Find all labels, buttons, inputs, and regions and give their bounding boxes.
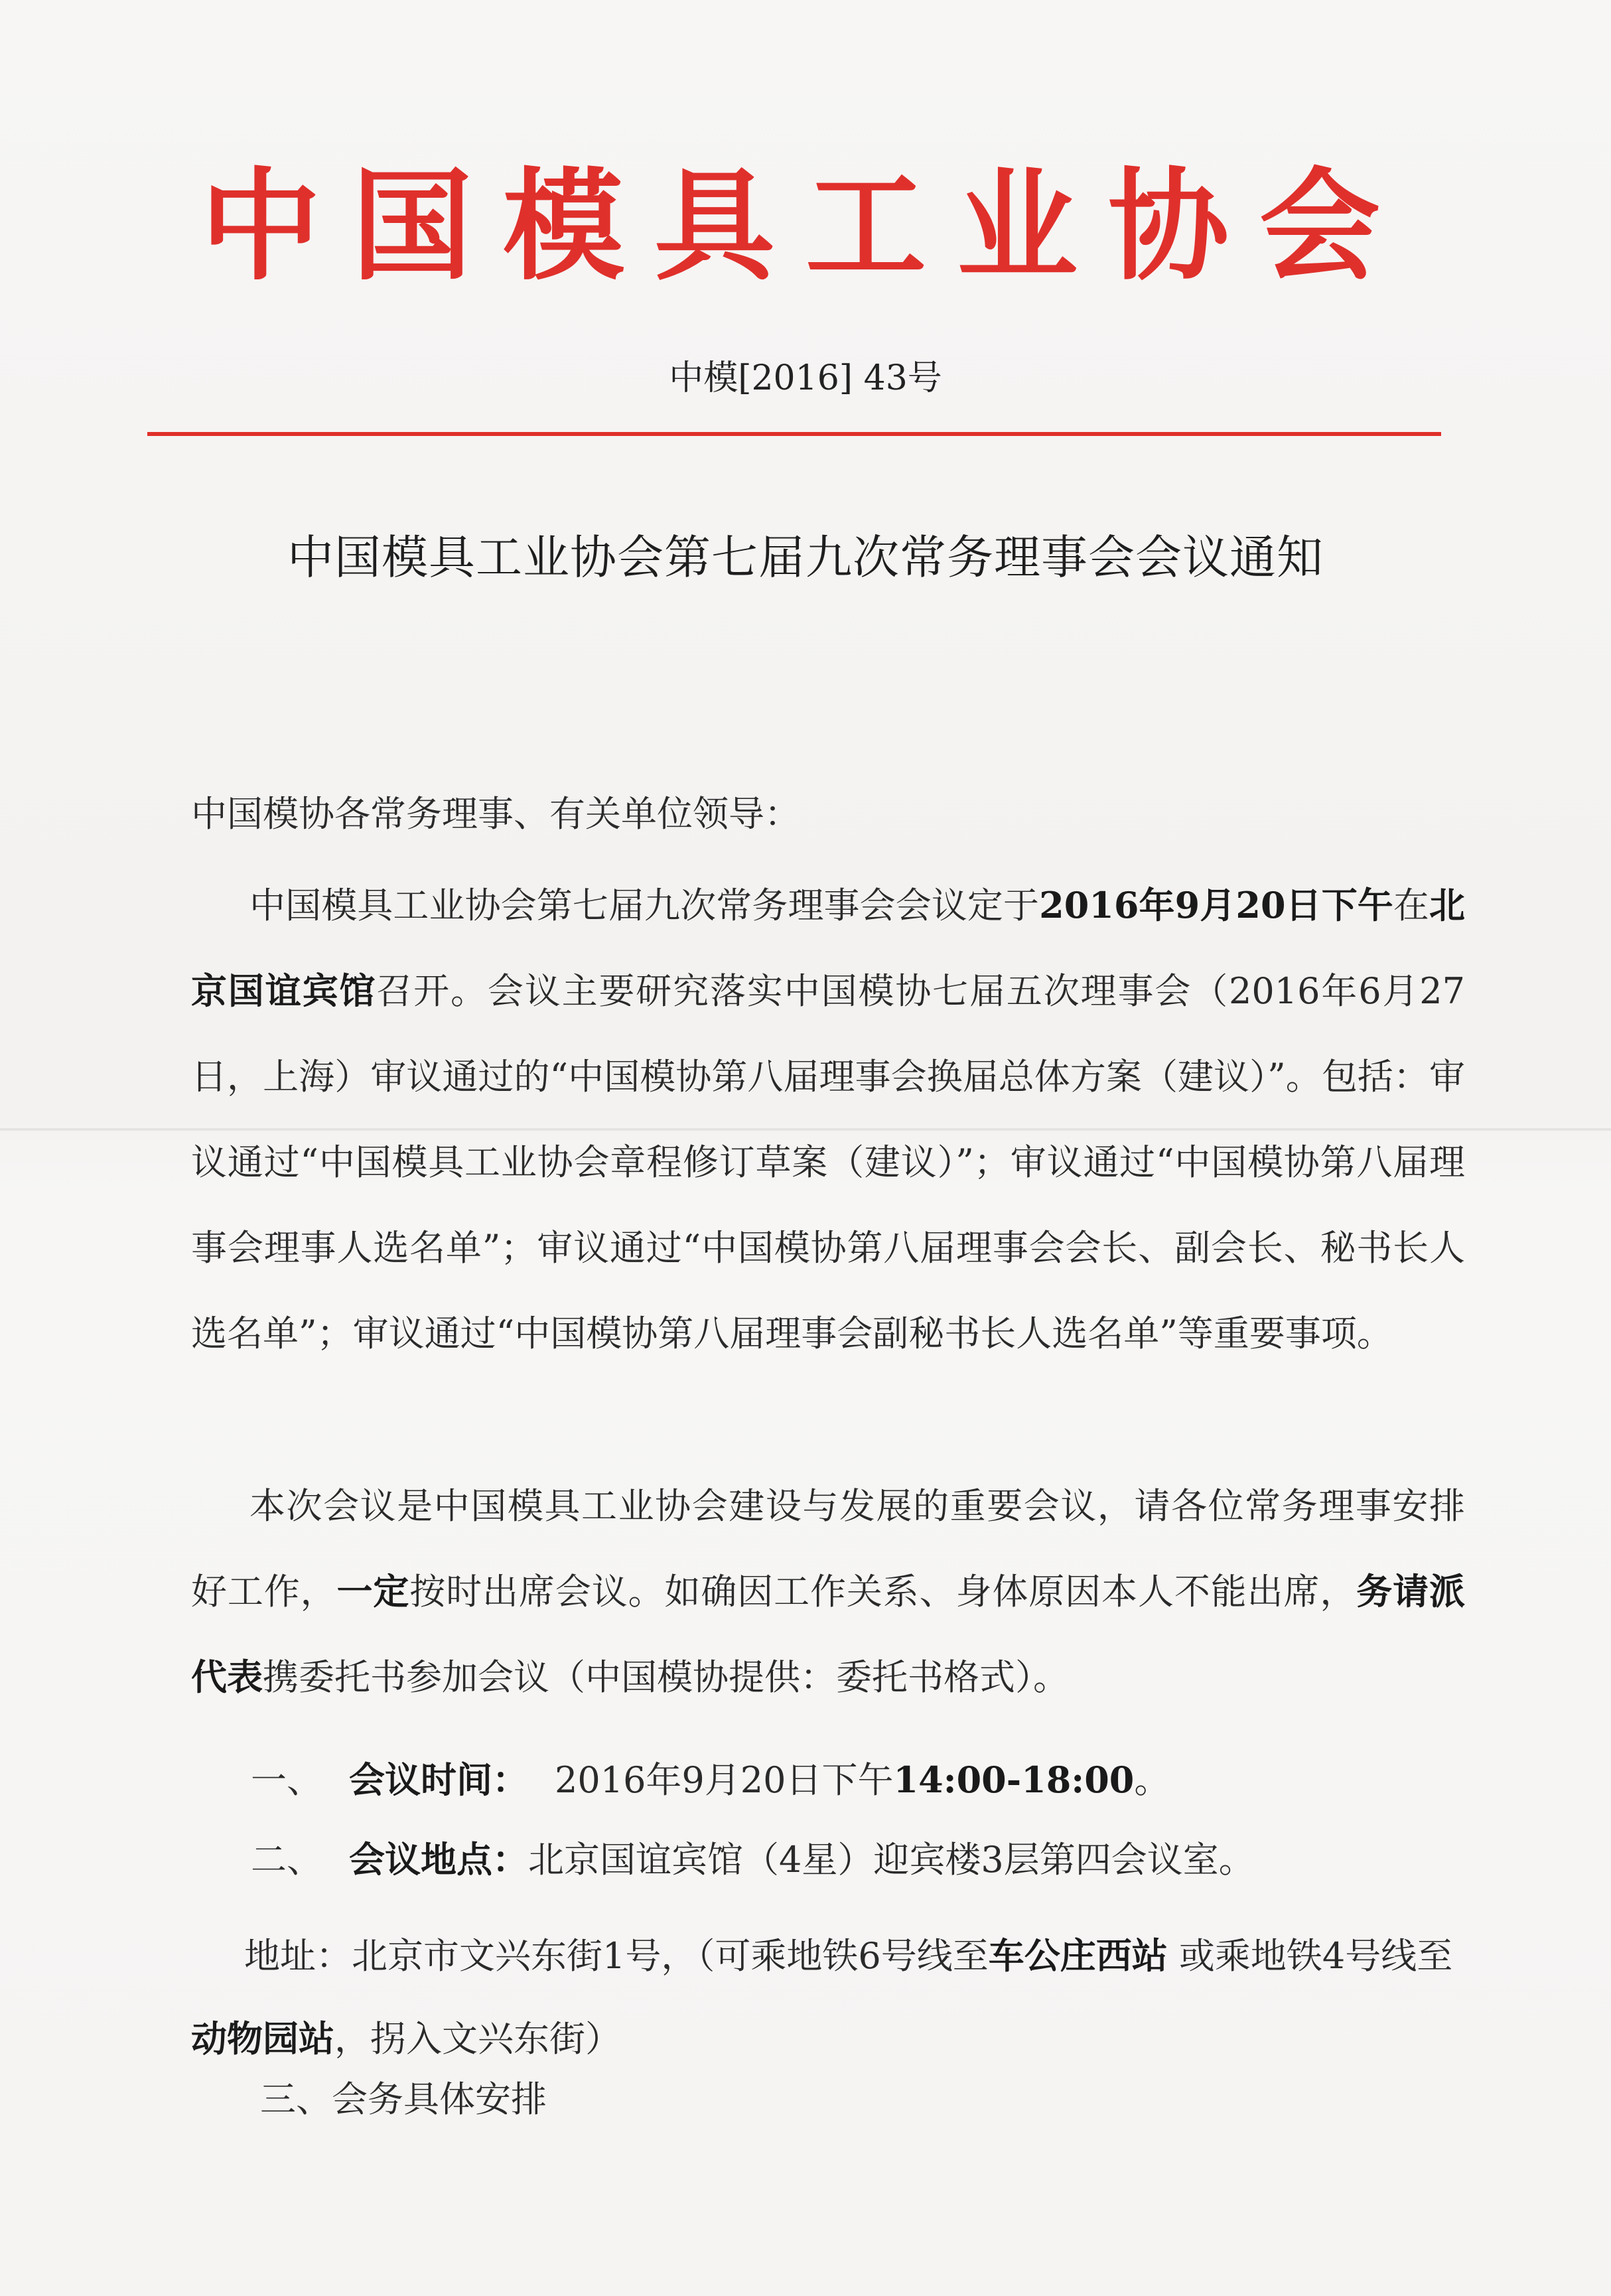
paragraph1-text-b: 在 — [1393, 885, 1430, 926]
paragraph1-text-a: 中国模具工业协会第七届九次常务理事会会议定于 — [249, 885, 1040, 926]
paragraph2-text-c: 携委托书参加会议（中国模协提供：委托书格式）。 — [263, 1656, 1069, 1698]
address-text-a: 地址：北京市文兴东街1号，（可乘地铁6号线至 — [244, 1935, 989, 1977]
document-title: 中国模具工业协会第七届九次常务理事会会议通知 — [287, 530, 1324, 585]
paragraph1-text-c: 召开。会议主要研究落实中国模协七届五次理事会（2016年6月27日，上海）审议通过的“中国模协第八届理事会换届总体方案（建议）”。包括：审议通过“中国模具工业协会章程修订草案（建议）”；审议通过“中国模协第八届理事会理事人选名单”；审议通过“中国模协第八届理事会会长、副会长、秘书长人选名单”；审议通过“中国模协第八届理事会副秘书长人选名单”等重要事项。 — [191, 970, 1465, 1354]
meeting-address — [191, 1914, 1465, 2080]
paragraph2-text-b: 按时出席会议。如确因工作关系、身体原因本人不能出席， — [409, 1571, 1357, 1613]
address-text-b: 或乘地铁4号线至 — [1167, 1935, 1453, 1977]
document-number: 中模[2016] 43号 — [669, 358, 942, 398]
meeting-venue-bold: 北京国谊宾馆 — [191, 884, 1466, 1012]
salutation: 中国模协各常务理事、有关单位领导： — [191, 793, 800, 835]
item-number-1: 一、 — [251, 1759, 322, 1801]
meeting-place-value: 北京国谊宾馆（4星）迎宾楼3层第四会议室。 — [528, 1839, 1255, 1881]
station-chegongzhuang-west: 车公庄西站 — [988, 1934, 1168, 1977]
station-zoo: 动物园站 — [191, 2017, 334, 2060]
paragraph-meeting-details — [191, 863, 1465, 1376]
meeting-time-label: 会议时间： — [349, 1758, 528, 1801]
meeting-time-item — [251, 1758, 1170, 1802]
paragraph2-text-a: 本次会议是中国模具工业协会建设与发展的重要会议，请各位常务理事安排好工作， — [191, 1485, 1465, 1613]
arrangement-heading: 三、会务具体安排 — [260, 2078, 547, 2120]
organization-letterhead: 中国模具工业协会 — [200, 155, 1411, 297]
address-text-c: ，拐入文兴东街） — [334, 2018, 621, 2060]
meeting-time-end: 。 — [1134, 1759, 1170, 1801]
letterhead-red-rule — [147, 432, 1441, 436]
item-number-2: 二、 — [251, 1839, 322, 1881]
meeting-place-label: 会议地点： — [349, 1838, 528, 1881]
meeting-date-bold: 2016年9月20日下午 — [1039, 884, 1393, 926]
meeting-time-hours: 14:00-18:00 — [893, 1758, 1135, 1801]
meeting-place-item — [251, 1838, 1255, 1881]
must-attend-bold: 一定 — [336, 1570, 410, 1613]
paragraph-attendance — [191, 1463, 1465, 1720]
send-representative-bold: 务请派代表 — [191, 1570, 1466, 1698]
meeting-time-value: 2016年9月20日下午 — [555, 1759, 894, 1801]
